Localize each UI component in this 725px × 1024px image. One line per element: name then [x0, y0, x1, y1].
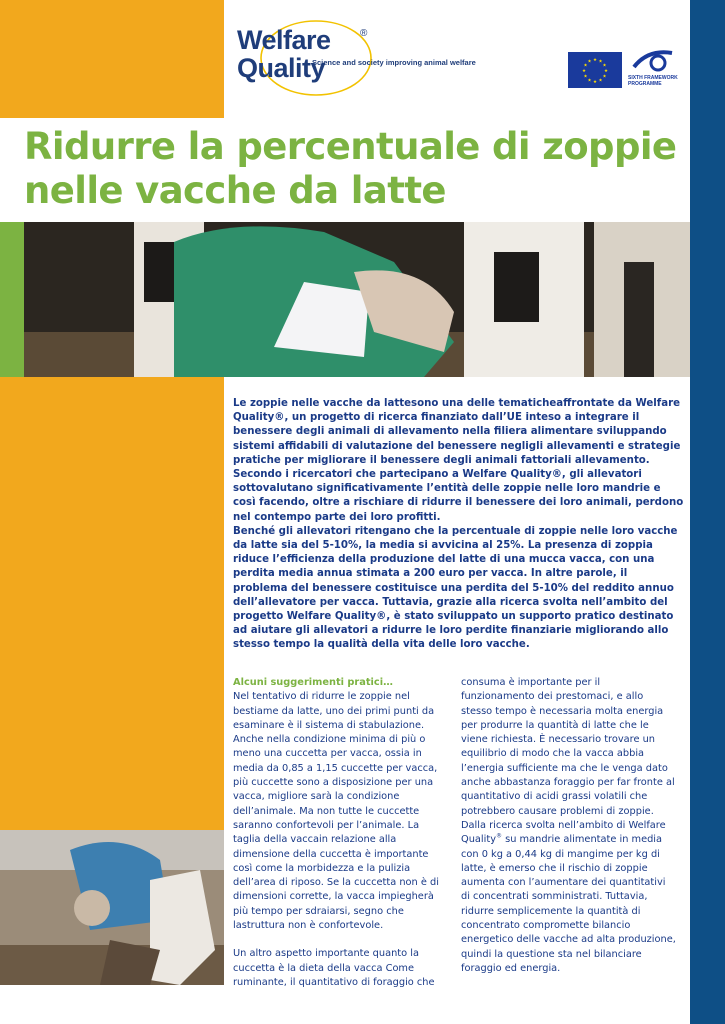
- body-paragraph: [461, 819, 676, 976]
- logo-registered-mark: ®: [360, 28, 368, 39]
- page-title: Ridurre la percentuale di zoppie nelle vacche da latte: [24, 125, 677, 212]
- orange-header-band: [0, 0, 224, 118]
- svg-text:★: ★: [592, 58, 598, 63]
- svg-text:★: ★: [598, 78, 603, 84]
- body-paragraph-end: su mandrie alimentate in media con 0 kg a 0,44 kg di mangime per kg di latte, è emerso che il rischio di zoppie aumenta con l’aumentare dei quantitativi di concentrati somministrati. Tuttavia, ridurre semplicemente la quantità di concentrato compromette bilancio energetico delle vacche ad alta produzione, quindi la questione sta nel bilanciare foraggio ed energia.: [461, 834, 676, 974]
- sixth-framework-logo: [628, 47, 678, 91]
- intro-paragraph: Benché gli allevatori ritengano che la percentuale di zoppie nelle loro vacche da latte sia del 5-10%, la media si avvicina al 25%. La presenza di zoppia riduce l’efficienza della produzione del latte di una mucca vacca, con una perdita media annua stimata a 200 euro per vacca. In altre parole, il problema del benessere costituisce una perdita del 5-10% del reddito annuo dell’allevatore per vacca. Tuttavia, grazie alla ricerca svolta nell’ambito del progetto Welfare Quality®, è stato sviluppato un supporto pratico destinato ad aiutare gli allevatori a ridurre le loro perdite finanziarie migliorando allo stesso tempo la qualità della vita delle loro vacche.: [233, 525, 678, 651]
- svg-text:★: ★: [587, 78, 592, 84]
- eu-flag-icon: [568, 52, 622, 88]
- svg-text:★: ★: [592, 80, 598, 85]
- body-paragraph-start: Dalla ricerca svolta nell’ambito di Welfare Quality: [461, 819, 666, 846]
- right-text-column: [461, 676, 676, 976]
- svg-text:★: ★: [602, 63, 607, 69]
- left-text-column: [233, 676, 448, 990]
- svg-text:★: ★: [603, 69, 609, 74]
- svg-text:★: ★: [587, 59, 592, 65]
- blue-side-strip: [690, 0, 725, 1024]
- fp6-label-line2: PROGRAMME: [628, 81, 662, 87]
- body-paragraph: Nel tentativo di ridurre le zoppie nel bestiame da latte, uno dei primi punti da esaminare è il sistema di stabulazione. Anche nella condizione minima di più o meno una cuccetta per vacca, ossia in media da 0,85 a 1,15 cuccette per vacca, più cuccette sono a disposizione per una vacca, migliore sarà la condizione dell’animale. Ma non tutte le cuccette saranno confortevoli per l’animale. La taglia della vaccain relazione alla dimensione della cuccetta è importante così come la morbidezza e la pulizia dell’area di riposo. Se la cuccetta non è di dimensioni corrette, la vacca impiegherà più tempo per sdraiarsi, segno che lastruttura non è confortevole.: [233, 691, 439, 932]
- svg-text:★: ★: [583, 63, 588, 69]
- logo-tagline: Science and society improving animal welfare: [312, 58, 476, 67]
- body-paragraph: consuma è importante per il funzionamento dei prestomaci, e allo stesso tempo è necessaria molta energia per produrre la quantità di latte che le viene richiesta. È necessario trovare un equilibrio di modo che la vacca abbia l’energia sufficiente ma che le venga dato anche abbastanza foraggio per far fronte al quantitativo di acidi grassi volatili che potrebbero causare problemi di zoppie.: [461, 677, 675, 817]
- intro-text: [233, 397, 685, 653]
- intro-paragraph: Secondo i ricercatori che partecipano a Welfare Quality®, gli allevatori sottovalutano significativamente l’entità delle zoppie nelle loro mandrie e così facendo, oltre a rischiare di ridurre il benessere dei loro animali, perdono nel contempo parte dei loro profitti.: [233, 469, 684, 523]
- svg-text:★: ★: [581, 69, 587, 74]
- body-paragraph: Un altro aspetto importante quanto la cuccetta è la dieta della vacca Come ruminante, il quantitativo di foraggio che: [233, 948, 435, 988]
- green-side-band: [0, 222, 24, 377]
- fp6-label-line1: SIXTH FRAMEWORK: [628, 75, 678, 81]
- logo-word-welfare: Welfare: [237, 25, 331, 55]
- registered-mark: ®: [496, 833, 503, 840]
- section-subheading: Alcuni suggerimenti pratici…: [233, 677, 393, 688]
- svg-text:★: ★: [598, 59, 603, 65]
- intro-paragraph: Le zoppie nelle vacche da lattesono una delle tematicheaffrontate da Welfare Quality®, un progetto di ricerca finanziato dall’UE inteso a integrare il benessere degli animali di allevamento nella filiera alimentare sviluppando sistemi affidabili di valutazione del benessere negligli allevamenti e strategie pratiche per migliorare il benessere degli animali fattoriali allevamento.: [233, 398, 681, 466]
- hoof-trimming-photo: [0, 830, 224, 985]
- svg-text:★: ★: [583, 74, 588, 80]
- orange-side-band: [0, 377, 224, 830]
- logo-word-quality: Quality: [237, 53, 326, 83]
- svg-text:★: ★: [602, 74, 607, 80]
- welfare-quality-logo: [232, 18, 476, 96]
- fp6-emblem-icon: [628, 47, 678, 75]
- farmer-examining-cow-photo: [24, 222, 690, 377]
